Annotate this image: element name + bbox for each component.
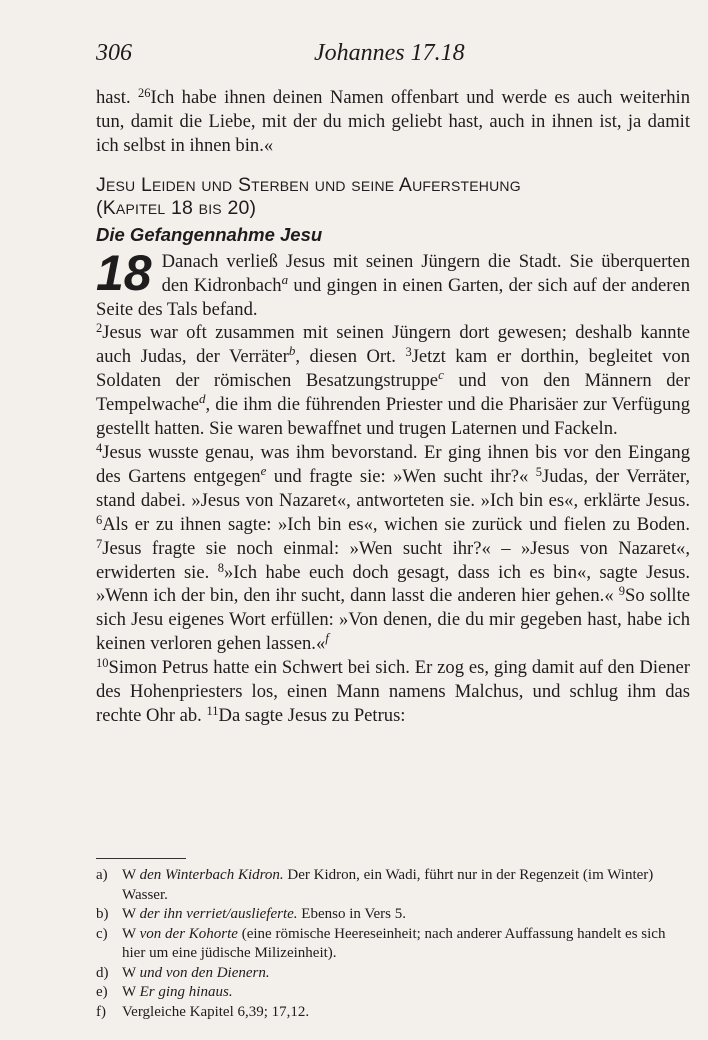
footnote-divider <box>96 858 186 859</box>
text-run: Simon Petrus hatte ein Schwert bei sich. Er zog es, ging damit auf den Diener des Hohenpriesters los, einen Mann namens Malchus, und schlug ihm das rechte Ohr ab. <box>96 657 690 726</box>
verse-number: 2 <box>96 321 103 336</box>
verse-number: 9 <box>618 584 625 599</box>
text-run: Jesus wusste genau, was ihm bevorstand. Er ging ihnen bis vor den Eingang des Gartens entgegen <box>96 441 690 487</box>
verse-number: 7 <box>96 536 103 551</box>
footnote <box>96 1003 690 1023</box>
text-run: Ich habe ihnen deinen Namen offenbart und werde es auch weiterhin tun, damit die Liebe, mit der du mich geliebt hast, auch in ihnen ist, ja damit ich selbst in ihnen bin.« <box>96 87 690 156</box>
text-run: So sollte sich Jesu eigenes Wort erfüllen: »Von denen, die du mir gegeben hast, habe ich keinen verloren gehen lassen.« <box>96 585 691 655</box>
paragraph-1 <box>96 244 690 322</box>
verse-number: 4 <box>96 440 103 455</box>
paragraph-2 <box>96 321 690 441</box>
text-run: , diesen Ort. <box>295 346 406 368</box>
footnote-label: d) <box>96 964 109 981</box>
chapter-number: 18 <box>96 244 152 301</box>
verse-number: 6 <box>96 512 103 527</box>
text-run: und von den Männern der Tempelwache <box>96 370 690 416</box>
text-run: Jesus fragte sie noch einmal: »Wen sucht ihr?« – »Jesus von Nazaret«, erwiderten sie. <box>96 537 690 583</box>
section-heading-line: (Kapitel 18 bis 20) <box>96 196 257 219</box>
text-run: Der Kidron, ein Wadi, führt nur in der Regenzeit (im Winter) Wasser. <box>122 867 654 903</box>
text-run: und fragte sie: »Wen sucht ihr?« <box>266 465 536 487</box>
verse-number: 10 <box>96 656 109 671</box>
text-run: W <box>122 984 140 1000</box>
footnote-marker[interactable]: e <box>260 462 267 478</box>
text-run: Danach verließ Jesus mit seinen Jüngern die Stadt. Sie überquerten den Kidronbach <box>161 250 690 296</box>
subheading: Die Gefangennahme Jesu <box>96 223 323 245</box>
footnote-label: a) <box>96 867 108 883</box>
text-run: Vergleiche Kapitel 6,39; 17,12. <box>122 1003 310 1020</box>
paragraph-3 <box>96 441 690 656</box>
text-run: der ihn verriet/auslieferte. <box>139 906 298 922</box>
footnote-marker[interactable]: d <box>198 391 206 407</box>
footnote <box>96 905 690 925</box>
text-run: W <box>122 906 140 922</box>
text-run: und gingen in einen Garten, der sich auf der anderen Seite des Tals befand. <box>96 274 690 320</box>
verse-number: 5 <box>535 464 542 479</box>
footnote-marker[interactable]: b <box>288 343 296 359</box>
text-run: Er ging hinaus. <box>139 984 233 1000</box>
page-header <box>96 40 688 70</box>
text-run: (eine römische Heereseinheit; nach anderer Auffassung handelt es sich hier um eine jüdische Milizeinheit). <box>122 925 666 961</box>
verse-number: 11 <box>206 703 219 718</box>
text-run: und von den Dienern. <box>139 964 270 981</box>
text-run: W <box>122 925 140 942</box>
footnote-label: e) <box>96 984 108 1000</box>
footnote-label: b) <box>96 906 109 922</box>
text-run: Ebenso in Vers 5. <box>297 906 406 922</box>
footnote <box>96 866 690 905</box>
text-run: »Ich habe euch doch gesagt, dass ich es bin«, sagte Jesus. »Wenn ich der bin, den ihr sucht, dann lasst die anderen hier gehen.« <box>96 561 690 607</box>
text-run: Jesus war oft zusammen mit seinen Jüngern dort gewesen; deshalb kannte auch Judas, der Verräter <box>96 322 690 368</box>
section-heading-line: Jesu Leiden und Sterben und seine Auferstehung <box>96 173 521 196</box>
paragraph-4 <box>96 656 690 728</box>
text-run: Da sagte Jesus zu Petrus: <box>218 704 406 726</box>
footnotes <box>96 866 690 1022</box>
section-heading <box>96 174 690 220</box>
main-text <box>96 86 690 728</box>
text-run: W <box>122 867 140 883</box>
footnote <box>96 925 690 964</box>
footnote-marker[interactable]: f <box>325 630 329 646</box>
footnote-label: f) <box>96 1003 106 1020</box>
footnote <box>96 964 690 984</box>
verse-number: 3 <box>405 345 412 360</box>
text-run: den Winterbach Kidron. <box>139 867 284 883</box>
footnote-marker[interactable]: c <box>438 367 444 383</box>
text-run: Jetzt kam er dorthin, begleitet von Soldaten der römischen Besatzungstruppe <box>96 346 690 392</box>
footnote <box>96 983 690 1003</box>
verse-number: 8 <box>217 560 224 575</box>
running-title: Johannes 17.18 <box>314 40 465 66</box>
text-run: von der Kohorte <box>139 925 238 942</box>
text-run: W <box>122 964 140 981</box>
text-run: , die ihm die führenden Priester und die Pharisäer zur Verfügung gestellt hatten. Sie waren bewaffnet und trugen Laternen und Fackeln. <box>96 394 690 440</box>
footnote-label: c) <box>96 925 108 942</box>
text-run: Als er zu ihnen sagte: »Ich bin es«, wichen sie zurück und fielen zu Boden. <box>102 513 690 535</box>
paragraph-intro <box>96 86 690 158</box>
verse-number: 26 <box>138 86 151 100</box>
footnote-marker[interactable]: a <box>281 271 289 287</box>
page-number: 306 <box>96 40 132 66</box>
text-run: Judas, der Verräter, stand dabei. »Jesus von Nazaret«, antworteten sie. »Ich bin es«, erklärte Jesus. <box>96 465 690 511</box>
text-run: hast. <box>96 87 139 108</box>
